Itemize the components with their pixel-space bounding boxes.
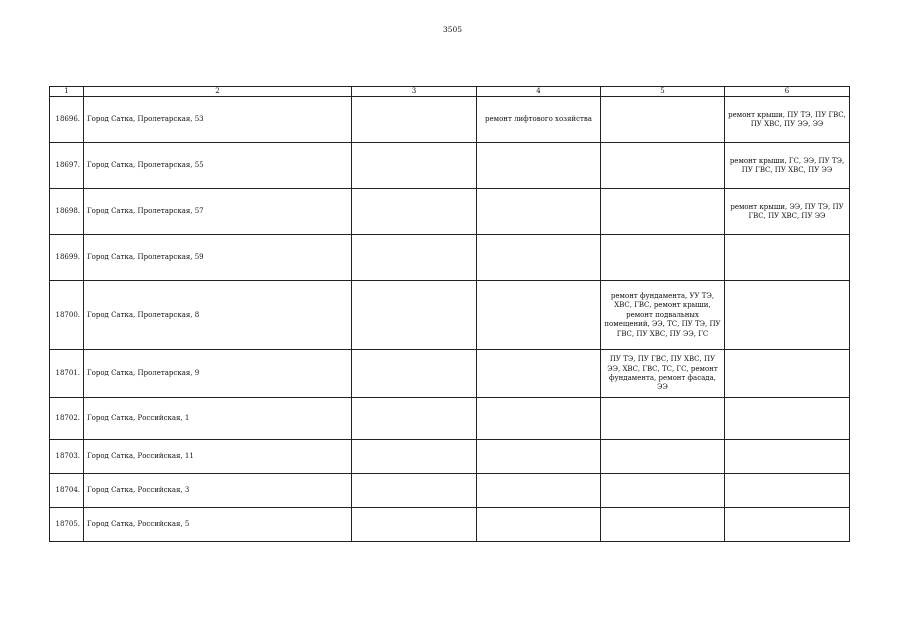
- row-number: 18702.: [50, 398, 84, 440]
- address-cell: Город Сатка, Пролетарская, 53: [84, 97, 352, 143]
- table-row: [50, 281, 850, 350]
- col3-cell: [352, 398, 477, 440]
- col6-cell: [725, 398, 850, 440]
- col3-cell: [352, 189, 477, 235]
- col3-cell: [352, 474, 477, 508]
- col5-cell: [601, 97, 725, 143]
- header-col-5: 5: [601, 87, 725, 97]
- col4-cell: [477, 440, 601, 474]
- row-number: 18699.: [50, 235, 84, 281]
- col4-cell: [477, 474, 601, 508]
- address-cell: Город Сатка, Пролетарская, 8: [84, 281, 352, 350]
- row-number: 18704.: [50, 474, 84, 508]
- col5-cell: ПУ ТЭ, ПУ ГВС, ПУ ХВС, ПУ ЭЭ, ХВС, ГВС, ТС, ГС, ремонт фундамента, ремонт фасада, ЭЭ: [601, 350, 725, 398]
- address-cell: Город Сатка, Пролетарская, 59: [84, 235, 352, 281]
- col6-cell: [725, 440, 850, 474]
- header-col-6: 6: [725, 87, 850, 97]
- row-number: 18696.: [50, 97, 84, 143]
- col3-cell: [352, 350, 477, 398]
- table-row: [50, 189, 850, 235]
- col6-cell: ремонт крыши, ГС, ЭЭ, ПУ ТЭ, ПУ ГВС, ПУ ХВС, ПУ ЭЭ: [725, 143, 850, 189]
- col6-cell: [725, 508, 850, 542]
- col4-cell: [477, 508, 601, 542]
- col5-cell: [601, 440, 725, 474]
- table-row: [50, 235, 850, 281]
- table-row: [50, 97, 850, 143]
- col3-cell: [352, 508, 477, 542]
- col6-cell: [725, 474, 850, 508]
- table-row: [50, 474, 850, 508]
- col5-cell: [601, 189, 725, 235]
- col6-cell: [725, 350, 850, 398]
- col4-cell: [477, 398, 601, 440]
- address-cell: Город Сатка, Российская, 1: [84, 398, 352, 440]
- address-cell: Город Сатка, Пролетарская, 9: [84, 350, 352, 398]
- col4-cell: [477, 143, 601, 189]
- table-row: [50, 350, 850, 398]
- row-number: 18701.: [50, 350, 84, 398]
- table-row: [50, 398, 850, 440]
- col5-cell: [601, 235, 725, 281]
- header-col-4: 4: [477, 87, 601, 97]
- col3-cell: [352, 235, 477, 281]
- col3-cell: [352, 281, 477, 350]
- col5-cell: [601, 474, 725, 508]
- col4-cell: [477, 189, 601, 235]
- row-number: 18705.: [50, 508, 84, 542]
- header-col-1: 1: [50, 87, 84, 97]
- col5-cell: [601, 398, 725, 440]
- header-col-2: 2: [84, 87, 352, 97]
- col5-cell: [601, 508, 725, 542]
- row-number: 18697.: [50, 143, 84, 189]
- col3-cell: [352, 143, 477, 189]
- address-cell: Город Сатка, Российская, 3: [84, 474, 352, 508]
- table-row: [50, 143, 850, 189]
- address-cell: Город Сатка, Пролетарская, 55: [84, 143, 352, 189]
- address-cell: Город Сатка, Российская, 11: [84, 440, 352, 474]
- col6-cell: [725, 281, 850, 350]
- page-number: 3505: [442, 25, 463, 34]
- col5-cell: [601, 143, 725, 189]
- header-row: [50, 87, 850, 97]
- row-number: 18703.: [50, 440, 84, 474]
- col4-cell: ремонт лифтового хозяйства: [477, 97, 601, 143]
- registry-table: [49, 86, 850, 542]
- row-number: 18700.: [50, 281, 84, 350]
- col4-cell: [477, 281, 601, 350]
- col4-cell: [477, 235, 601, 281]
- col6-cell: ремонт крыши, ЭЭ, ПУ ТЭ, ПУ ГВС, ПУ ХВС, ПУ ЭЭ: [725, 189, 850, 235]
- table-row: [50, 440, 850, 474]
- row-number: 18698.: [50, 189, 84, 235]
- table-row: [50, 508, 850, 542]
- col6-cell: ремонт крыши, ПУ ТЭ, ПУ ГВС, ПУ ХВС, ПУ ЭЭ, ЭЭ: [725, 97, 850, 143]
- col3-cell: [352, 97, 477, 143]
- col6-cell: [725, 235, 850, 281]
- col5-cell: ремонт фундамента, УУ ТЭ, ХВС, ГВС, ремонт крыши, ремонт подвальных помещений, ЭЭ, ТС, ПУ ТЭ, ПУ ГВС, ПУ ХВС, ПУ ЭЭ, ГС: [601, 281, 725, 350]
- header-col-3: 3: [352, 87, 477, 97]
- col4-cell: [477, 350, 601, 398]
- address-cell: Город Сатка, Российская, 5: [84, 508, 352, 542]
- address-cell: Город Сатка, Пролетарская, 57: [84, 189, 352, 235]
- col3-cell: [352, 440, 477, 474]
